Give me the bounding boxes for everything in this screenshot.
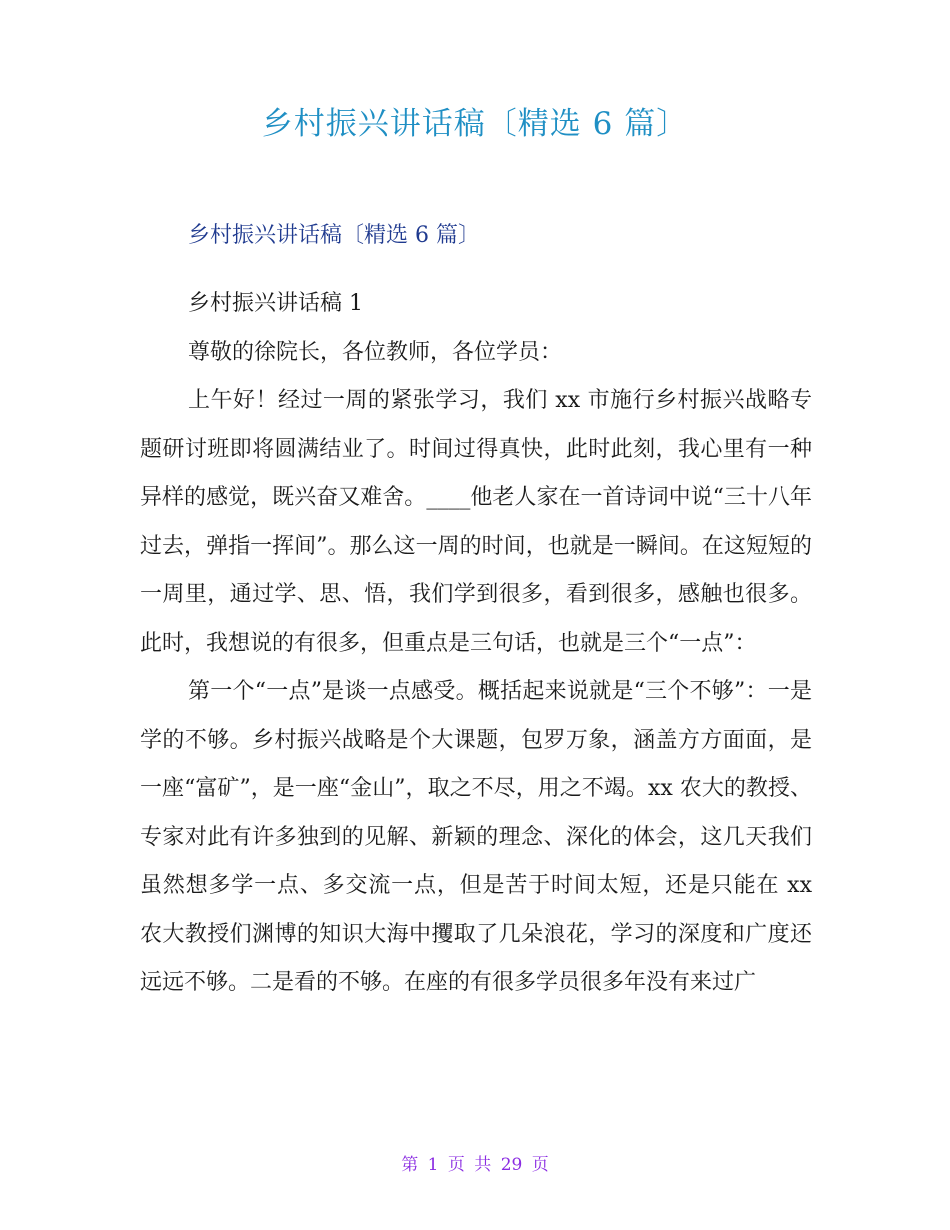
greeting-paragraph: 尊敬的徐院长，各位教师，各位学员： xyxy=(188,339,563,365)
body-paragraph: 上午好！经过一周的紧张学习，我们 xx 市施行乡村振兴战略专题研讨班即将圆满结业了。时间过得真快，此时此刻，我心里有一种异样的感觉，既兴奋又难舍。____他老人家在一首诗词中说“三十八年过去，弹指一挥间”。那么这一周的时间，也就是一瞬间。在这短短的一周里，通过学、思、悟，我们学到很多，看到很多，感触也很多。此时，我想说的有很多，但重点是三句话，也就是三个“一点”： xyxy=(140,388,812,656)
body-paragraph: 第一个“一点”是谈一点感受。概括起来说就是“三个不够”：一是学的不够。乡村振兴战略是个大课题，包罗万象，涵盖方方面面，是一座“富矿”，是一座“金山”，取之不尽，用之不竭。xx 农大的教授、专家对此有许多独到的见解、新颖的理念、深化的体会，这几天我们虽然想多学一点、多交流一点，但是苦于时间太短，还是只能在 xx 农大教授们渊博的知识大海中攫取了几朵浪花，学习的深度和广度还远远不够。二是看的不够。在座的有很多学员很多年没有来过广 xyxy=(140,679,812,995)
document-body xyxy=(140,280,812,1008)
page-number-footer: 第 1 页 共 29 页 xyxy=(401,1155,549,1175)
document-title: 乡村振兴讲话稿〔精选 6 篇〕 xyxy=(261,106,689,142)
section-title: 乡村振兴讲话稿 1 xyxy=(188,291,363,316)
document-subheading: 乡村振兴讲话稿〔精选 6 篇〕 xyxy=(188,223,480,248)
